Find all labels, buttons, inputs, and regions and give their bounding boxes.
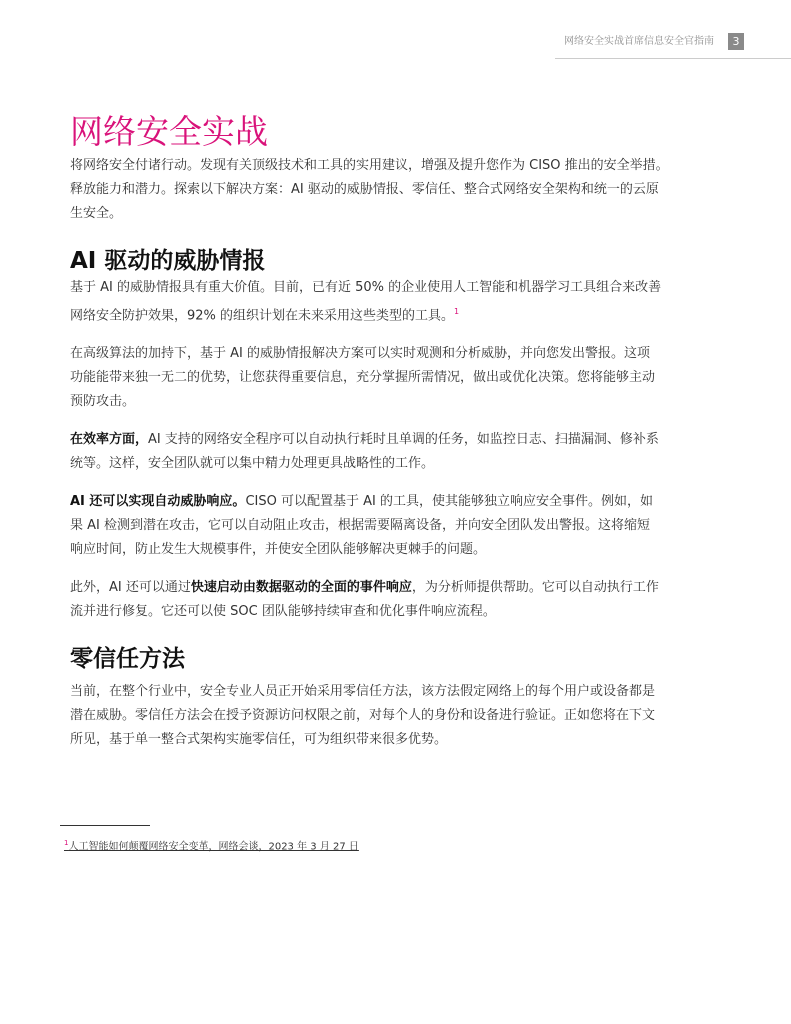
- text-line: AI 支持的网络安全程序可以自动执行耗时且单调的任务，如监控日志、扫描漏洞、修补系: [148, 432, 659, 448]
- footnote-marker: 1: [64, 839, 69, 847]
- footnote-ref[interactable]: 1: [454, 307, 460, 316]
- text-line: CISO 可以配置基于 AI 的工具，使其能够独立响应安全事件。例如，如: [245, 494, 653, 510]
- ai-paragraph-5: [70, 576, 730, 624]
- text-line: 功能能带来独一无二的优势，让您获得重要信息，充分掌握所需情况，做出或优化决策。您将能够主动: [70, 370, 656, 386]
- section-title-zero-trust: 零信任方法: [70, 646, 185, 673]
- text-line: 所见，基于单一整合式架构实施零信任，可为组织带来很多优势。: [70, 732, 448, 748]
- text-line: 统等。这样，安全团队就可以集中精力处理更具战略性的工作。: [70, 456, 435, 472]
- bold-lead: AI 还可以实现自动威胁响应。: [70, 494, 246, 510]
- ai-paragraph-2: [70, 342, 730, 414]
- bold-lead: 在效率方面，: [70, 432, 149, 448]
- ai-paragraph-4: [70, 490, 730, 562]
- ai-paragraph-3: [70, 428, 730, 476]
- text-line: 响应时间，防止发生大规模事件，并使安全团队能够解决更棘手的问题。: [70, 542, 487, 558]
- text-line: 网络安全防护效果，92% 的组织计划在未来采用这些类型的工具。: [70, 308, 455, 324]
- text-run: ，为分析师提供帮助。它可以自动执行工作: [411, 580, 659, 596]
- text-line: 流并进行修复。它还可以使 SOC 团队能够持续审查和优化事件响应流程。: [70, 604, 496, 620]
- section-title-ai: AI 驱动的威胁情报: [70, 248, 266, 274]
- intro-line: 生安全。: [70, 206, 123, 221]
- footnote-rule: [60, 825, 150, 826]
- text-line: 潜在威胁。零信任方法会在授予资源访问权限之前，对每个人的身份和设备进行验证。正如您将在下文: [70, 708, 656, 724]
- footnote[interactable]: [64, 836, 359, 854]
- intro-line: 释放能力和潜力。探索以下解决方案：AI 驱动的威胁情报、零信任、整合式网络安全架构和统一的云原: [70, 182, 659, 197]
- zero-trust-paragraph: [70, 680, 730, 752]
- text-line: 当前，在整个行业中，安全专业人员正开始采用零信任方法，该方法假定网络上的每个用户或设备都是: [70, 684, 656, 700]
- intro-paragraph: [70, 154, 730, 226]
- page-number: 3: [728, 33, 744, 50]
- text-line: 在高级算法的加持下，基于 AI 的威胁情报解决方案可以实时观测和分析威胁，并向您发出警报。这项: [70, 346, 650, 362]
- header-rule: [555, 58, 791, 59]
- ai-paragraph-1: [70, 276, 730, 328]
- footnote-text: 人工智能如何颠覆网络安全变革，网络会谈，2023 年 3 月 27 日: [68, 841, 359, 853]
- page-content: [70, 110, 730, 752]
- text-run: 此外，AI 还可以通过: [70, 580, 191, 596]
- intro-line: 将网络安全付诸行动。发现有关顶级技术和工具的实用建议，增强及提升您作为 CISO 推出的安全举措。: [70, 158, 669, 173]
- running-header: 网络安全实战首席信息安全官指南: [564, 36, 714, 47]
- text-line: 预防攻击。: [70, 394, 136, 410]
- text-line: 基于 AI 的威胁情报具有重大价值。目前，已有近 50% 的企业使用人工智能和机器学习工具组合来改善: [70, 280, 662, 295]
- bold-phrase: 快速启动由数据驱动的全面的事件响应: [190, 580, 412, 596]
- text-line: 果 AI 检测到潜在攻击，它可以自动阻止攻击，根据需要隔离设备，并向安全团队发出警报。这将缩短: [70, 518, 650, 534]
- page-title: 网络安全实战: [70, 112, 268, 151]
